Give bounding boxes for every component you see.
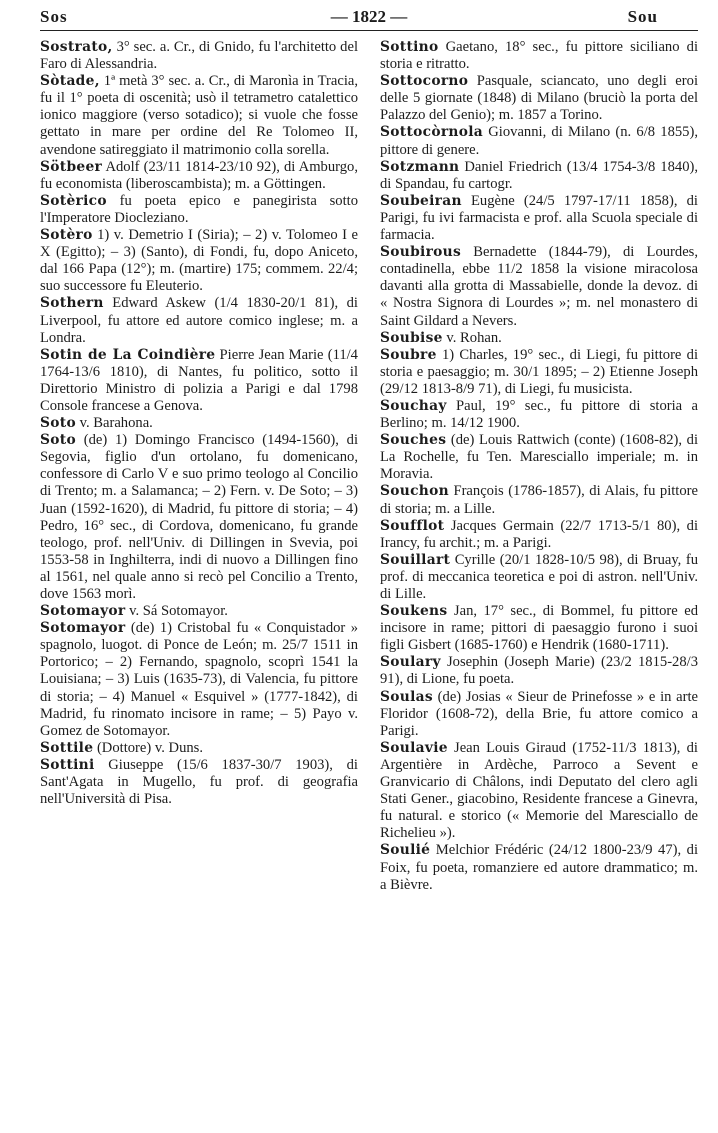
entry [380, 689, 698, 740]
entry-text: Adolf (23/11 1814-23/10 92), di Amburgo, fu economista (liberoscambista); m. a Göttingen. [40, 158, 358, 192]
headword: Sotomayor [40, 603, 126, 620]
columns [40, 39, 698, 894]
headword: Sottini [40, 756, 95, 773]
entry-text: Giovanni, di Milano (n. 6/8 1855), pittore di genere. [380, 124, 698, 158]
entry [40, 227, 358, 295]
headword: Soto [40, 415, 76, 432]
entry [380, 159, 698, 193]
entry-text: v. Barahona. [79, 415, 153, 432]
headword: Sotèrico [40, 192, 107, 209]
entry-text: Jacques Germain (22/7 1713-5/1 80), di Irancy, fu archit.; m. a Parigi. [380, 517, 699, 551]
headword: Sotzmann [380, 158, 460, 175]
header-right-guideword: Sou [627, 7, 658, 26]
entry-text: (Dottore) v. Duns. [96, 739, 203, 756]
headword: Soukens [380, 603, 448, 620]
entry [40, 620, 358, 740]
headword: Soto [40, 432, 76, 449]
headword: Soulary [380, 654, 441, 671]
entry-text: (de) Josias « Sieur de Prinefosse » e in arte Floridor (1608-72), della Brie, fu attore comico a Parigi. [380, 688, 698, 739]
entry-text: v. Rohan. [446, 329, 502, 346]
headword: Sotomayor [40, 620, 126, 637]
entry [380, 842, 698, 893]
entry [40, 295, 358, 346]
headword: Sötbeer [40, 158, 103, 175]
headword: Soubise [380, 329, 443, 346]
headword: Souches [380, 432, 447, 449]
headword: Sottocorno [380, 73, 469, 90]
entry [40, 740, 358, 757]
page-number: — 1822 — [330, 7, 408, 26]
entry-text: Paul, 19° sec., fu pittore di storia a Berlino; m. 14/12 1900. [380, 397, 698, 432]
entry-text: Jan, 17° sec., di Bommel, fu pittore ed incisore in rame; pittori di paesaggio furono i suoi figli Gisbert (1685-1760) e Hendrik (1680-1711). [380, 603, 698, 654]
headword: Sothern [40, 295, 104, 312]
entry-text: Jean Louis Giraud (1752-11/3 1813), di Argentière in Ardèche, Parroco a Sevent e Granvicario di Châlons, indi Deputato del clero agli Stati Gener., giacobino, Residente francese a Ginevra, fu natural. e storico (« Memorie del Maresciallo de Richelieu »). [380, 739, 698, 842]
headword: Sotin de La Coindière [40, 346, 216, 363]
right-column [380, 39, 698, 894]
entry-text: Pasquale, sciancato, uno degli eroi delle 5 giornate (1848) di Milano (bruciò la porta del Palazzo del Genio); m. 1857 a Torino. [380, 73, 698, 124]
entry [380, 73, 698, 124]
headword: Soubeiran [380, 192, 462, 209]
entry-text: 3° sec. a. Cr., di Gnido, fu l'architetto del Faro di Alessandria. [40, 39, 358, 73]
entry-text: François (1786-1857), di Alais, fu pittore di storia; m. a Lille. [380, 483, 698, 517]
entry-text: (de) 1) Domingo Francisco (1494-1560), di Segovia, figlio d'un ortolano, fu domenicano, confessore di Carlo V e suo primo teologo al Concilio di Trento; m. a Salamanca; – 2) Fern. v. De Soto; – 3) Juan (1592-1620), di Madrid, fu pittore di storia; – 4) Pedro, 16° sec., di Cordova, domenicano, fu grande teologo, prof. nell'Univ. di Dillingen in Svevia, poi 1553-58 in Inghilterra, indi di nuovo a Dillingen fino al 1561, nel quale anno si recò pel Concilio a Trento, dove 1563 morì. [40, 432, 358, 602]
entry-text: 1) v. Demetrio I (Siria); – 2) v. Tolomeo I e X (Egitto); – 3) (Santo), di Fondi, fu, dopo Aniceto, dal 166 Papa (12°); m. (martire) 175; commem. 22/4; suo successore fu Eleuterio. [40, 227, 359, 295]
entry [40, 73, 358, 158]
entry [40, 603, 358, 620]
entry [380, 347, 698, 398]
headword: Sottino [380, 39, 439, 55]
entry-text: (de) Louis Rattwich (conte) (1608-82), di La Rochelle, fu Ten. Maresciallo imperiale; m. in Moravia. [380, 432, 698, 483]
headword: Sotèro [40, 227, 93, 244]
entry [40, 432, 358, 603]
entry [40, 159, 358, 193]
entry [40, 757, 358, 808]
entry [40, 39, 358, 73]
entry-text: 1) Charles, 19° sec., di Liegi, fu pittore di storia e paesaggio; m. 30/1 1895; – 2) Etienne Joseph (29/12 1813-8/9 71), di Liegi, fu musicista. [380, 346, 698, 397]
entry-text: Bernadette (1844-79), di Lourdes, contadinella, ebbe 11/2 1858 la visione miracolosa davanti alla grotta di Massabielle, donde la devoz. di « Nostra Signora di Lourdes »; m. nel monastero di Saint Gildard a Nevers. [380, 244, 699, 329]
entry-text: Pierre Jean Marie (11/4 1764-13/6 1810), di Nantes, fu politico, sotto il Direttorio Ministro di polizia a Parigi e dal 1798 Console francese a Genova. [40, 346, 358, 414]
headword: Sostrato, [40, 39, 113, 55]
entry [40, 415, 358, 432]
entry [380, 654, 698, 688]
headword: Soulié [380, 842, 431, 859]
left-column [40, 39, 358, 894]
entry-text: Gaetano, 18° sec., fu pittore siciliano di storia e ritratto. [380, 39, 698, 73]
entry-text: (de) 1) Cristobal fu « Conquistador » spagnolo, luogot. di Ponce de León; m. 25/7 1511 in Portorico; – 2) Fernando, spagnolo, scoprì 1541 la Louisiana; – 3) Luis (1635-73), di Valencia, fu pittore di storia; – 4) Manuel « Esquivel » (1777-1842), di Madrid, fu rinomato incisore in rame; – 5) Payo v. Gomez de Sotomayor. [40, 620, 358, 739]
headword: Sòtade, [40, 73, 100, 90]
entry [40, 347, 358, 415]
entry-text: fu poeta epico e panegirista sotto l'Imperatore Diocleziano. [40, 192, 358, 226]
entry [380, 603, 698, 654]
entry-text: v. Sá Sotomayor. [129, 603, 228, 620]
headword: Souchon [380, 483, 449, 500]
headword: Soubre [380, 346, 437, 363]
entry [40, 193, 358, 227]
entry [380, 244, 698, 329]
entry [380, 740, 698, 843]
entry-text: 1ª metà 3° sec. a. Cr., di Maronìa in Tracia, fu il 1° poeta di oscenità; usò il tetrametro catalettico ionico maggiore (verso sotadico); si vuole che fosse gettato in mare per ordine del Re Tolomeo II, avendone satireggiato il matrimonio colla sorella. [40, 73, 359, 158]
headword: Soubirous [380, 244, 462, 261]
entry [380, 330, 698, 347]
entry [380, 518, 698, 552]
entry-text: Giuseppe (15/6 1837-30/7 1903), di Sant'Agata in Mugello, fu prof. di geografia nell'Università di Pisa. [40, 756, 358, 808]
entry-text: Cyrille (20/1 1828-10/5 98), di Bruay, fu prof. di meccanica teoretica e poi di astron. nell'Univ. di Lille. [380, 551, 698, 602]
entry-text: Eugène (24/5 1797-17/11 1858), di Parigi, fu ivi farmacista e prof. alla Scuola speciale di farmacia. [380, 192, 698, 244]
headword: Soulas [380, 688, 433, 705]
entry [380, 124, 698, 158]
headword: Soulavie [380, 739, 448, 756]
headword: Sottile [40, 739, 94, 756]
entry-text: Josephin (Joseph Marie) (23/2 1815-28/3 91), di Lione, fu poeta. [380, 654, 698, 688]
entry [380, 193, 698, 244]
headword: Souillart [380, 551, 451, 568]
header-left-guideword: Sos [40, 7, 68, 26]
page-header [40, 4, 698, 31]
entry [380, 552, 698, 603]
entry [380, 483, 698, 517]
entry-text: Edward Askew (1/4 1830-20/1 81), di Liverpool, fu attore ed autore comico inglese; m. a Londra. [40, 295, 358, 346]
headword: Soufflot [380, 517, 445, 534]
entry [380, 432, 698, 483]
headword: Souchay [380, 397, 447, 414]
headword: Sottocòrnola [380, 124, 484, 141]
entry-text: Daniel Friedrich (13/4 1754-3/8 1840), di Spandau, fu cartogr. [380, 158, 698, 192]
entry-text: Melchior Frédéric (24/12 1800-23/9 47), di Foix, fu poeta, romanziere ed autore drammatico; m. a Bièvre. [380, 842, 698, 893]
entry [380, 39, 698, 73]
entry [380, 398, 698, 432]
